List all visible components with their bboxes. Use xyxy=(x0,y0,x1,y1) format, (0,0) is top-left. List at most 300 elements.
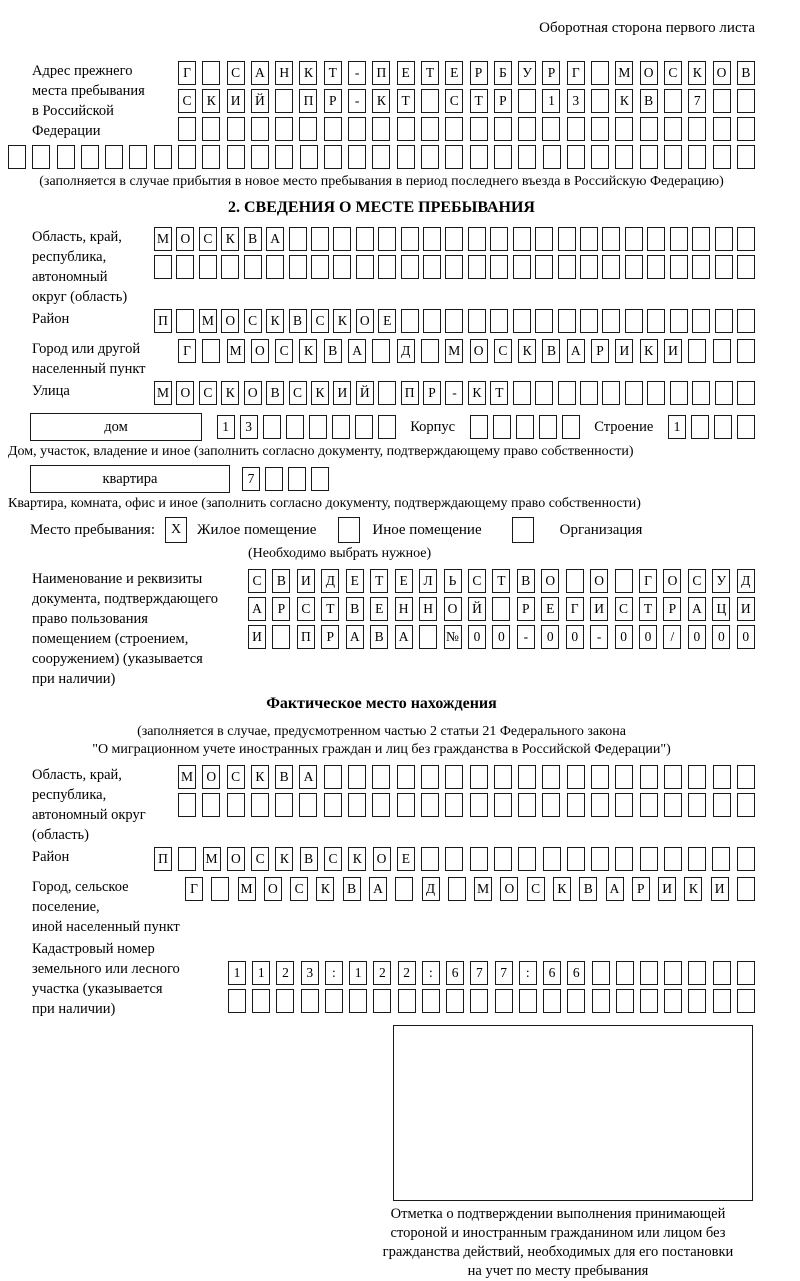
char-box[interactable] xyxy=(348,765,366,789)
char-box[interactable]: Б xyxy=(494,61,512,85)
char-box[interactable] xyxy=(154,145,172,169)
char-box[interactable] xyxy=(567,145,585,169)
char-box[interactable] xyxy=(445,847,463,871)
char-box[interactable] xyxy=(513,381,531,405)
char-box[interactable]: С xyxy=(227,61,245,85)
char-box[interactable] xyxy=(591,793,609,817)
char-box[interactable]: Н xyxy=(419,597,437,621)
char-box[interactable]: К xyxy=(251,765,269,789)
char-box[interactable]: - xyxy=(517,625,535,649)
char-box[interactable]: О xyxy=(444,597,462,621)
char-box[interactable] xyxy=(129,145,147,169)
char-box[interactable]: № xyxy=(444,625,462,649)
char-box[interactable] xyxy=(640,961,658,985)
char-box[interactable]: У xyxy=(518,61,536,85)
char-box[interactable] xyxy=(105,145,123,169)
char-box[interactable] xyxy=(737,989,755,1013)
char-box[interactable] xyxy=(423,227,441,251)
char-box[interactable]: М xyxy=(178,765,196,789)
char-box[interactable] xyxy=(356,255,374,279)
char-box[interactable] xyxy=(670,255,688,279)
char-box[interactable] xyxy=(311,467,329,491)
char-box[interactable] xyxy=(615,793,633,817)
char-box[interactable] xyxy=(664,847,682,871)
char-box[interactable]: О xyxy=(663,569,681,593)
char-box[interactable] xyxy=(664,961,682,985)
char-box[interactable] xyxy=(446,989,464,1013)
char-box[interactable]: А xyxy=(606,877,624,901)
char-box[interactable]: : xyxy=(422,961,440,985)
char-box[interactable]: 2 xyxy=(276,961,294,985)
char-box[interactable] xyxy=(299,793,317,817)
char-box[interactable] xyxy=(543,847,561,871)
char-box[interactable]: - xyxy=(348,61,366,85)
char-box[interactable]: Д xyxy=(397,339,415,363)
char-box[interactable] xyxy=(470,145,488,169)
char-box[interactable]: В xyxy=(244,227,262,251)
char-box[interactable] xyxy=(276,989,294,1013)
char-box[interactable] xyxy=(591,145,609,169)
char-box[interactable]: Й xyxy=(251,89,269,113)
char-box[interactable]: Е xyxy=(395,569,413,593)
char-box[interactable] xyxy=(737,255,755,279)
char-box[interactable]: С xyxy=(244,309,262,333)
char-box[interactable]: Л xyxy=(419,569,437,593)
char-box[interactable] xyxy=(401,255,419,279)
char-box[interactable]: Н xyxy=(395,597,413,621)
char-box[interactable]: А xyxy=(567,339,585,363)
char-box[interactable] xyxy=(518,89,536,113)
char-box[interactable]: 1 xyxy=(252,961,270,985)
char-box[interactable]: О xyxy=(373,847,391,871)
char-box[interactable] xyxy=(691,415,709,439)
char-box[interactable] xyxy=(591,117,609,141)
char-box[interactable]: К xyxy=(553,877,571,901)
char-box[interactable] xyxy=(591,847,609,871)
char-box[interactable] xyxy=(355,415,373,439)
char-box[interactable] xyxy=(616,961,634,985)
char-box[interactable] xyxy=(395,877,413,901)
char-box[interactable] xyxy=(372,117,390,141)
char-box[interactable] xyxy=(372,793,390,817)
char-box[interactable]: Р xyxy=(663,597,681,621)
char-box[interactable] xyxy=(625,309,643,333)
char-box[interactable] xyxy=(602,227,620,251)
char-box[interactable]: - xyxy=(590,625,608,649)
char-box[interactable] xyxy=(445,145,463,169)
char-box[interactable] xyxy=(373,989,391,1013)
char-box[interactable]: М xyxy=(445,339,463,363)
char-box[interactable] xyxy=(713,89,731,113)
char-box[interactable] xyxy=(333,227,351,251)
char-box[interactable]: Т xyxy=(421,61,439,85)
char-box[interactable]: В xyxy=(579,877,597,901)
char-box[interactable] xyxy=(713,145,731,169)
char-box[interactable] xyxy=(445,227,463,251)
char-box[interactable] xyxy=(516,415,534,439)
char-box[interactable]: О xyxy=(251,339,269,363)
char-box[interactable] xyxy=(518,793,536,817)
char-box[interactable] xyxy=(737,415,755,439)
char-box[interactable] xyxy=(492,597,510,621)
char-box[interactable] xyxy=(421,847,439,871)
char-box[interactable] xyxy=(252,989,270,1013)
char-box[interactable]: Т xyxy=(324,61,342,85)
char-box[interactable] xyxy=(737,339,755,363)
char-box[interactable]: С xyxy=(251,847,269,871)
char-box[interactable] xyxy=(372,339,390,363)
char-box[interactable] xyxy=(289,255,307,279)
char-box[interactable] xyxy=(616,989,634,1013)
char-box[interactable]: А xyxy=(299,765,317,789)
char-box[interactable] xyxy=(543,145,561,169)
char-box[interactable] xyxy=(737,961,755,985)
char-box[interactable]: М xyxy=(227,339,245,363)
char-box[interactable] xyxy=(688,847,706,871)
char-box[interactable] xyxy=(324,145,342,169)
char-box[interactable]: М xyxy=(615,61,633,85)
char-box[interactable]: О xyxy=(202,765,220,789)
char-box[interactable]: А xyxy=(688,597,706,621)
char-box[interactable] xyxy=(423,309,441,333)
char-box[interactable] xyxy=(494,117,512,141)
char-box[interactable] xyxy=(8,145,26,169)
char-box[interactable]: 0 xyxy=(566,625,584,649)
char-box[interactable]: С xyxy=(494,339,512,363)
char-box[interactable]: П xyxy=(297,625,315,649)
char-box[interactable] xyxy=(202,61,220,85)
char-box[interactable]: Д xyxy=(321,569,339,593)
char-box[interactable]: В xyxy=(370,625,388,649)
char-box[interactable] xyxy=(421,117,439,141)
char-box[interactable]: 0 xyxy=(468,625,486,649)
char-box[interactable]: - xyxy=(348,89,366,113)
char-box[interactable] xyxy=(713,989,731,1013)
char-box[interactable] xyxy=(490,309,508,333)
char-box[interactable]: С xyxy=(527,877,545,901)
char-box[interactable]: Ь xyxy=(444,569,462,593)
char-box[interactable] xyxy=(300,145,318,169)
char-box[interactable]: Е xyxy=(370,597,388,621)
char-box[interactable] xyxy=(470,765,488,789)
char-box[interactable] xyxy=(251,117,269,141)
char-box[interactable] xyxy=(562,415,580,439)
char-box[interactable] xyxy=(518,847,536,871)
char-box[interactable]: О xyxy=(356,309,374,333)
char-box[interactable]: 1 xyxy=(228,961,246,985)
char-box[interactable]: В xyxy=(300,847,318,871)
char-box[interactable] xyxy=(615,117,633,141)
char-box[interactable]: Т xyxy=(397,89,415,113)
char-box[interactable] xyxy=(558,381,576,405)
char-box[interactable] xyxy=(397,793,415,817)
char-box[interactable] xyxy=(692,255,710,279)
char-box[interactable]: И xyxy=(227,89,245,113)
char-box[interactable]: С xyxy=(664,61,682,85)
char-box[interactable]: 3 xyxy=(301,961,319,985)
char-box[interactable] xyxy=(513,255,531,279)
char-box[interactable] xyxy=(311,255,329,279)
char-box[interactable]: П xyxy=(154,847,172,871)
char-box[interactable]: В xyxy=(640,89,658,113)
char-box[interactable] xyxy=(519,989,537,1013)
char-box[interactable] xyxy=(670,227,688,251)
char-box[interactable] xyxy=(494,793,512,817)
char-box[interactable]: В xyxy=(517,569,535,593)
char-box[interactable]: 1 xyxy=(349,961,367,985)
char-box[interactable] xyxy=(324,793,342,817)
char-box[interactable] xyxy=(714,415,732,439)
char-box[interactable]: В xyxy=(542,339,560,363)
char-box[interactable]: К xyxy=(311,381,329,405)
char-box[interactable] xyxy=(558,227,576,251)
char-box[interactable]: В xyxy=(266,381,284,405)
char-box[interactable] xyxy=(332,415,350,439)
char-box[interactable]: К xyxy=(221,381,239,405)
char-box[interactable] xyxy=(647,227,665,251)
char-box[interactable] xyxy=(713,961,731,985)
char-box[interactable] xyxy=(713,117,731,141)
char-box[interactable] xyxy=(356,227,374,251)
char-box[interactable] xyxy=(266,255,284,279)
char-box[interactable] xyxy=(692,227,710,251)
char-box[interactable]: Й xyxy=(356,381,374,405)
char-box[interactable]: П xyxy=(154,309,172,333)
char-box[interactable]: В xyxy=(289,309,307,333)
char-box[interactable] xyxy=(625,255,643,279)
char-box[interactable] xyxy=(647,255,665,279)
char-box[interactable] xyxy=(251,145,269,169)
char-box[interactable]: К xyxy=(221,227,239,251)
char-box[interactable]: В xyxy=(346,597,364,621)
char-box[interactable] xyxy=(664,989,682,1013)
char-box[interactable] xyxy=(712,847,730,871)
char-box[interactable]: И xyxy=(248,625,266,649)
char-box[interactable]: С xyxy=(289,381,307,405)
char-box[interactable]: Р xyxy=(632,877,650,901)
char-box[interactable] xyxy=(715,227,733,251)
char-box[interactable] xyxy=(737,877,755,901)
char-box[interactable]: Е xyxy=(346,569,364,593)
char-box[interactable]: Т xyxy=(492,569,510,593)
char-box[interactable]: Г xyxy=(567,61,585,85)
char-box[interactable] xyxy=(535,309,553,333)
char-box[interactable] xyxy=(421,145,439,169)
char-box[interactable] xyxy=(592,989,610,1013)
char-box[interactable] xyxy=(615,847,633,871)
char-box[interactable]: О xyxy=(244,381,262,405)
char-box[interactable]: М xyxy=(154,227,172,251)
char-box[interactable]: : xyxy=(519,961,537,985)
char-box[interactable]: Г xyxy=(566,597,584,621)
char-box[interactable] xyxy=(567,989,585,1013)
char-box[interactable] xyxy=(263,415,281,439)
char-box[interactable]: В xyxy=(343,877,361,901)
char-box[interactable]: 0 xyxy=(541,625,559,649)
char-box[interactable]: К xyxy=(316,877,334,901)
char-box[interactable] xyxy=(490,255,508,279)
char-box[interactable]: М xyxy=(203,847,221,871)
char-box[interactable]: Р xyxy=(591,339,609,363)
char-box[interactable]: С xyxy=(290,877,308,901)
char-box[interactable]: 7 xyxy=(688,89,706,113)
char-box[interactable] xyxy=(421,89,439,113)
char-box[interactable]: А xyxy=(369,877,387,901)
char-box[interactable]: К xyxy=(348,847,366,871)
char-box[interactable] xyxy=(333,255,351,279)
char-box[interactable] xyxy=(470,117,488,141)
char-box[interactable] xyxy=(640,117,658,141)
char-box[interactable] xyxy=(692,381,710,405)
char-box[interactable] xyxy=(518,145,536,169)
char-box[interactable]: О xyxy=(227,847,245,871)
char-box[interactable] xyxy=(227,117,245,141)
char-box[interactable]: К xyxy=(615,89,633,113)
char-box[interactable] xyxy=(640,847,658,871)
char-box[interactable] xyxy=(275,89,293,113)
char-box[interactable] xyxy=(470,989,488,1013)
char-box[interactable] xyxy=(348,117,366,141)
char-box[interactable] xyxy=(602,381,620,405)
char-box[interactable] xyxy=(372,145,390,169)
char-box[interactable] xyxy=(513,227,531,251)
char-box[interactable] xyxy=(513,309,531,333)
char-box[interactable] xyxy=(445,793,463,817)
char-box[interactable]: 0 xyxy=(615,625,633,649)
char-box[interactable]: 0 xyxy=(712,625,730,649)
char-box[interactable] xyxy=(325,989,343,1013)
char-box[interactable]: Т xyxy=(470,89,488,113)
char-box[interactable]: К xyxy=(299,61,317,85)
char-box[interactable] xyxy=(211,877,229,901)
char-box[interactable]: 0 xyxy=(639,625,657,649)
char-box[interactable]: С xyxy=(248,569,266,593)
char-box[interactable] xyxy=(401,309,419,333)
char-box[interactable] xyxy=(494,145,512,169)
char-box[interactable] xyxy=(202,145,220,169)
char-box[interactable] xyxy=(640,765,658,789)
char-box[interactable] xyxy=(378,381,396,405)
char-box[interactable] xyxy=(468,309,486,333)
char-box[interactable]: С xyxy=(199,381,217,405)
char-box[interactable] xyxy=(558,255,576,279)
char-box[interactable] xyxy=(470,415,488,439)
char-box[interactable]: К xyxy=(518,339,536,363)
char-box[interactable] xyxy=(221,255,239,279)
char-box[interactable] xyxy=(580,255,598,279)
char-box[interactable] xyxy=(640,989,658,1013)
char-box[interactable]: О xyxy=(541,569,559,593)
char-box[interactable] xyxy=(265,467,283,491)
char-box[interactable] xyxy=(397,145,415,169)
char-box[interactable]: Й xyxy=(468,597,486,621)
char-box[interactable]: Е xyxy=(445,61,463,85)
char-box[interactable] xyxy=(227,145,245,169)
char-box[interactable] xyxy=(493,415,511,439)
char-box[interactable] xyxy=(518,765,536,789)
char-box[interactable]: К xyxy=(688,61,706,85)
char-box[interactable] xyxy=(688,989,706,1013)
char-box[interactable] xyxy=(591,61,609,85)
char-box[interactable] xyxy=(445,765,463,789)
char-box[interactable]: 0 xyxy=(688,625,706,649)
char-box[interactable]: Е xyxy=(397,847,415,871)
char-box[interactable]: А xyxy=(348,339,366,363)
char-box[interactable] xyxy=(470,847,488,871)
char-box[interactable]: С xyxy=(615,597,633,621)
char-box[interactable]: С xyxy=(688,569,706,593)
char-box[interactable] xyxy=(567,847,585,871)
char-box[interactable]: Р xyxy=(324,89,342,113)
char-box[interactable] xyxy=(199,255,217,279)
char-box[interactable] xyxy=(664,793,682,817)
char-box[interactable] xyxy=(664,89,682,113)
char-box[interactable] xyxy=(535,255,553,279)
char-box[interactable] xyxy=(737,381,755,405)
char-box[interactable]: И xyxy=(615,339,633,363)
char-box[interactable] xyxy=(518,117,536,141)
char-box[interactable] xyxy=(625,381,643,405)
char-box[interactable]: 0 xyxy=(737,625,755,649)
char-box[interactable] xyxy=(539,415,557,439)
char-box[interactable]: С xyxy=(468,569,486,593)
char-box[interactable] xyxy=(567,765,585,789)
char-box[interactable] xyxy=(275,145,293,169)
char-box[interactable] xyxy=(625,227,643,251)
char-box[interactable]: 2 xyxy=(373,961,391,985)
char-box[interactable]: - xyxy=(445,381,463,405)
char-box[interactable]: Т xyxy=(490,381,508,405)
char-box[interactable] xyxy=(470,793,488,817)
char-box[interactable] xyxy=(592,961,610,985)
char-box[interactable] xyxy=(378,415,396,439)
char-box[interactable]: Г xyxy=(185,877,203,901)
char-box[interactable] xyxy=(397,117,415,141)
char-box[interactable] xyxy=(692,309,710,333)
char-box[interactable] xyxy=(567,117,585,141)
char-box[interactable] xyxy=(490,227,508,251)
char-box[interactable] xyxy=(647,309,665,333)
char-box[interactable] xyxy=(422,989,440,1013)
char-box[interactable] xyxy=(715,381,733,405)
char-box[interactable] xyxy=(647,381,665,405)
char-box[interactable]: 1 xyxy=(668,415,686,439)
char-box[interactable] xyxy=(580,381,598,405)
char-box[interactable]: О xyxy=(590,569,608,593)
char-box[interactable]: 1 xyxy=(217,415,235,439)
char-box[interactable]: Н xyxy=(275,61,293,85)
char-box[interactable] xyxy=(615,765,633,789)
char-box[interactable]: О xyxy=(500,877,518,901)
char-box[interactable] xyxy=(543,989,561,1013)
char-box[interactable] xyxy=(178,847,196,871)
char-box[interactable] xyxy=(688,339,706,363)
char-box[interactable] xyxy=(737,765,755,789)
char-box[interactable] xyxy=(324,765,342,789)
char-box[interactable] xyxy=(311,227,329,251)
char-box[interactable] xyxy=(542,793,560,817)
char-box[interactable] xyxy=(494,847,512,871)
char-box[interactable]: С xyxy=(275,339,293,363)
char-box[interactable]: В xyxy=(324,339,342,363)
char-box[interactable] xyxy=(640,793,658,817)
char-box[interactable] xyxy=(202,117,220,141)
char-box[interactable] xyxy=(670,309,688,333)
char-box[interactable] xyxy=(421,339,439,363)
char-box[interactable]: Р xyxy=(272,597,290,621)
char-box[interactable] xyxy=(154,255,172,279)
char-box[interactable]: Д xyxy=(737,569,755,593)
